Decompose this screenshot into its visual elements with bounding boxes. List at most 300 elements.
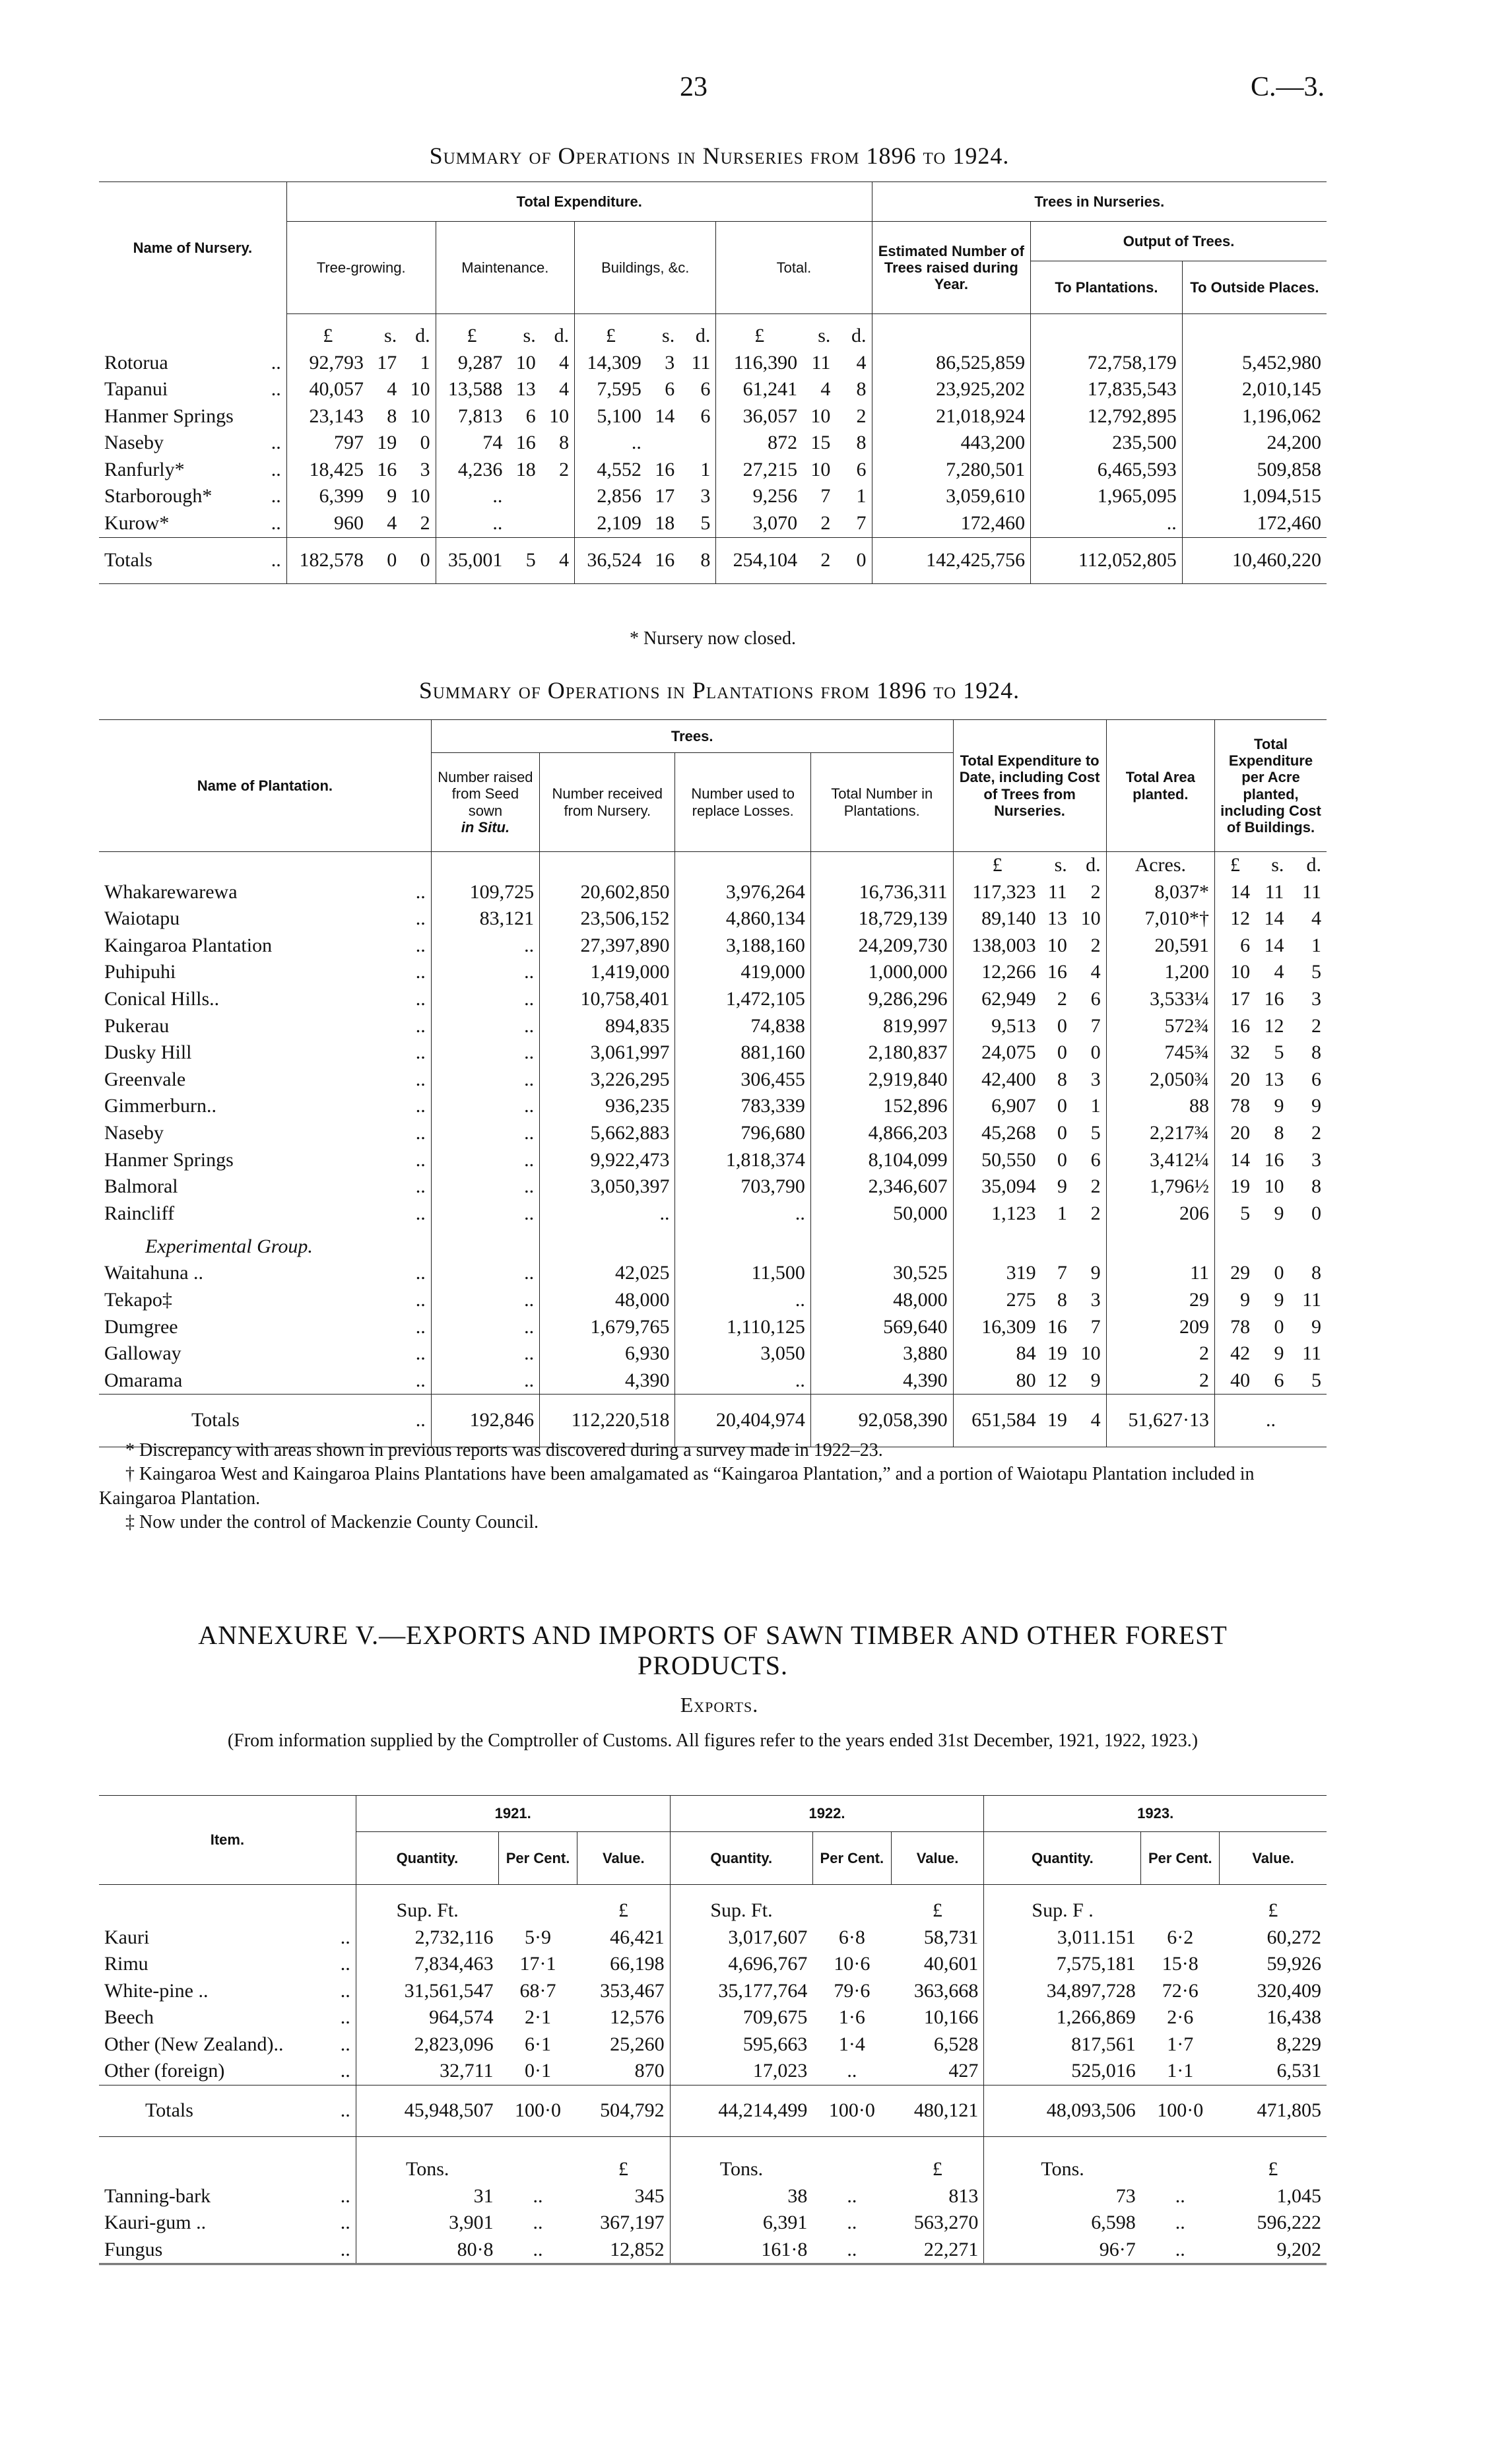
unit-label: Tons. xyxy=(356,2137,498,2183)
expenditure-pounds: 1,123 xyxy=(953,1200,1041,1228)
unit-label: £ xyxy=(932,1899,942,1921)
per-cent: .. xyxy=(847,2060,857,2082)
raised-from-seed: 109,725 xyxy=(431,879,539,906)
col-per-cent: Per Cent. xyxy=(812,1832,891,1885)
row-leader-dots: .. xyxy=(340,2006,350,2029)
value: 22,271 xyxy=(923,2238,979,2260)
row-leader-dots: .. xyxy=(271,485,281,508)
expenditure-pence: 5 xyxy=(1090,1121,1101,1144)
total-number: 8,104,099 xyxy=(810,1147,953,1174)
row-leader-dots: .. xyxy=(415,907,426,930)
used-to-replace: 20,404,974 xyxy=(675,1395,810,1447)
row-name xyxy=(99,403,286,430)
amount-shillings: 4 xyxy=(387,512,397,535)
to-outside: 10,460,220 xyxy=(1182,537,1327,583)
table-row xyxy=(99,986,1327,1013)
expenditure-pence: 2 xyxy=(1090,1175,1101,1198)
amount-pounds: 40,057 xyxy=(286,376,369,403)
doc-reference: C.—3. xyxy=(1251,72,1325,102)
plantations-title: Summary of Operations in Plantations from 1896 to 1924. xyxy=(418,677,1020,704)
total-number: 30,525 xyxy=(810,1260,953,1287)
value: 9,202 xyxy=(1276,2238,1321,2260)
table-row xyxy=(99,1951,1327,1978)
col-output-of-trees: Output of Trees. xyxy=(1031,222,1327,261)
amount-shillings: 10 xyxy=(810,458,831,480)
quantity: 817,561 xyxy=(984,2031,1141,2058)
received-from-nursery: 42,025 xyxy=(540,1260,675,1287)
per-acre-pounds: 14 xyxy=(1214,879,1255,906)
received-from-nursery: 5,662,883 xyxy=(540,1120,675,1147)
row-name xyxy=(99,1978,356,2005)
received-from-nursery: 894,835 xyxy=(540,1013,675,1040)
per-acre-pounds: 20 xyxy=(1214,1120,1255,1147)
row-leader-dots: .. xyxy=(271,512,281,535)
table-row xyxy=(99,1287,1327,1314)
amount-pounds: 116,390 xyxy=(716,350,803,377)
per-acre-shillings: 16 xyxy=(1264,1148,1284,1171)
footnote-discrepancy: * Discrepancy with areas shown in previous reports was discovered during a survey made in 1922–23. xyxy=(125,1440,883,1461)
table-row xyxy=(99,959,1327,986)
amount-shillings: 16 xyxy=(515,432,536,454)
quantity: 709,675 xyxy=(670,2004,812,2031)
raised-from-seed: .. xyxy=(431,1013,539,1040)
quantity: 2,823,096 xyxy=(356,2031,498,2058)
amount-pounds: 36,524 xyxy=(575,537,647,583)
expenditure-pounds: 117,323 xyxy=(953,879,1041,906)
amount-shillings: 18 xyxy=(655,512,675,535)
estimated-trees: 23,925,202 xyxy=(872,376,1031,403)
received-from-nursery: 27,397,890 xyxy=(540,933,675,960)
expenditure-pounds: 275 xyxy=(953,1287,1041,1314)
row-name xyxy=(99,1147,431,1174)
amount-pence: 0 xyxy=(420,432,430,454)
value: 16,438 xyxy=(1266,2006,1321,2029)
expenditure-pounds: 651,584 xyxy=(953,1395,1041,1447)
value: 563,270 xyxy=(913,2212,979,2234)
estimated-trees: 443,200 xyxy=(872,430,1031,457)
to-plantations: .. xyxy=(1031,510,1183,537)
col-tree-growing: Tree-growing. xyxy=(286,222,436,314)
row-leader-dots: .. xyxy=(415,1148,426,1171)
quantity: 31 xyxy=(356,2183,498,2210)
quantity: 595,663 xyxy=(670,2031,812,2058)
used-to-replace: 783,339 xyxy=(675,1093,810,1120)
table-row xyxy=(99,430,1327,457)
to-outside: 1,094,515 xyxy=(1182,483,1327,510)
raised-from-seed: .. xyxy=(431,1340,539,1367)
row-name-text: Totals xyxy=(104,548,152,571)
total-area: 3,412¼ xyxy=(1106,1147,1214,1174)
amount-shillings xyxy=(647,430,680,457)
value: 10,166 xyxy=(923,2006,979,2029)
row-name-text: Puhipuhi xyxy=(104,961,176,983)
table-row xyxy=(99,1885,1327,1924)
total-area: 745¾ xyxy=(1106,1039,1214,1067)
row-leader-dots: .. xyxy=(340,1979,350,2002)
row-name xyxy=(99,376,286,403)
col-estimated-trees: Estimated Number of Trees raised during Year. xyxy=(872,222,1031,314)
expenditure-pence: 0 xyxy=(1090,1041,1101,1064)
row-leader-dots: .. xyxy=(340,2212,350,2234)
row-leader-dots: .. xyxy=(340,1953,350,1975)
expenditure-pence: 2 xyxy=(1090,1202,1101,1224)
quantity: 80·8 xyxy=(356,2237,498,2264)
to-outside: 2,010,145 xyxy=(1182,376,1327,403)
value: 813 xyxy=(948,2184,979,2207)
estimated-trees: 21,018,924 xyxy=(872,403,1031,430)
col-value: Value. xyxy=(891,1832,984,1885)
row-name xyxy=(99,1093,431,1120)
per-acre-pence: 3 xyxy=(1311,1148,1321,1171)
per-acre-shillings: 12 xyxy=(1264,1014,1284,1037)
row-leader-dots: .. xyxy=(415,1342,426,1365)
col-per-cent: Per Cent. xyxy=(1141,1832,1220,1885)
table-row xyxy=(99,2210,1327,2237)
plantations-footnotes xyxy=(99,1439,1327,1535)
raised-from-seed: .. xyxy=(431,959,539,986)
received-from-nursery: 9,922,473 xyxy=(540,1147,675,1174)
row-name xyxy=(99,1951,356,1978)
total-area: 2,050¾ xyxy=(1106,1067,1214,1094)
amount-pence: 2 xyxy=(559,458,570,480)
amount-pounds: 18,425 xyxy=(286,457,369,484)
expenditure-pounds: 45,268 xyxy=(953,1120,1041,1147)
used-to-replace: 3,050 xyxy=(675,1340,810,1367)
raised-from-seed: .. xyxy=(431,933,539,960)
total-area: 29 xyxy=(1106,1287,1214,1314)
row-leader-dots: .. xyxy=(340,2033,350,2055)
row-name-text: Omarama xyxy=(104,1369,183,1391)
per-acre-pounds: 12 xyxy=(1214,905,1255,933)
used-to-replace: 3,976,264 xyxy=(675,879,810,906)
amount-shillings: 0 xyxy=(387,548,397,571)
year-1923: 1923. xyxy=(984,1796,1327,1832)
row-leader-dots: .. xyxy=(415,1175,426,1198)
quantity: 3,901 xyxy=(356,2210,498,2237)
amount-pence: 8 xyxy=(856,432,867,454)
used-to-replace: .. xyxy=(675,1200,810,1228)
nurseries-title: Summary of Operations in Nurseries from 1896 to 1924. xyxy=(429,143,1010,169)
col-value: Value. xyxy=(577,1832,671,1885)
unit-label: £ xyxy=(932,2157,942,2180)
footnote-kaingaroa: † Kaingaroa West and Kaingaroa Plains Plantations have been amalgamated as “Kaingaroa Plantation,” and a portion of Waiotapu Plantation included in Kaingaroa Plantation. xyxy=(99,1464,1255,1509)
col-to-plantations: To Plantations. xyxy=(1031,261,1183,314)
unit-label: £ xyxy=(618,2157,629,2180)
per-acre-pence: 1 xyxy=(1311,934,1321,956)
per-acre-pounds: 32 xyxy=(1214,1039,1255,1067)
amount-shillings: 8 xyxy=(387,405,397,427)
amount-pence: 2 xyxy=(856,405,867,427)
total-area: 1,796½ xyxy=(1106,1173,1214,1200)
expenditure-shillings: 0 xyxy=(1057,1041,1067,1064)
row-name-text: Rimu xyxy=(104,1953,148,1975)
per-cent: .. xyxy=(533,2184,543,2207)
col-total-expenditure: Total Expenditure to Date, including Cost of Trees from Nurseries. xyxy=(953,720,1106,852)
col-quantity: Quantity. xyxy=(984,1832,1141,1885)
amount-pence: 1 xyxy=(856,485,867,508)
amount-shillings: 2 xyxy=(820,548,831,571)
expenditure-shillings: 9 xyxy=(1057,1175,1067,1198)
col-item: Item. xyxy=(210,1831,245,1849)
nurseries-table xyxy=(99,181,1327,584)
value: 59,926 xyxy=(1266,1953,1321,1975)
table-row xyxy=(99,483,1327,510)
row-name-text: Other (New Zealand).. xyxy=(104,2033,284,2055)
used-to-replace: 1,472,105 xyxy=(675,986,810,1013)
exports-subtitle: Exports. xyxy=(680,1693,759,1717)
row-name-text: Pukerau xyxy=(104,1014,170,1037)
expenditure-pounds: 80 xyxy=(953,1367,1041,1395)
per-acre-pounds: 20 xyxy=(1214,1067,1255,1094)
per-acre-pence: 11 xyxy=(1302,1342,1321,1365)
raised-from-seed: 83,121 xyxy=(431,905,539,933)
used-to-replace: 881,160 xyxy=(675,1039,810,1067)
table-row xyxy=(99,2237,1327,2264)
per-cent: 1·4 xyxy=(838,2033,865,2055)
unit-pound: £ xyxy=(716,314,803,350)
amount-pence: 8 xyxy=(559,432,570,454)
col-maintenance: Maintenance. xyxy=(436,222,574,314)
per-cent: 100·0 xyxy=(515,2099,562,2122)
amount-pounds: 9,287 xyxy=(436,350,508,377)
col-plantation-name: Name of Plantation. xyxy=(197,777,333,794)
table-row xyxy=(99,350,1327,377)
row-leader-dots: .. xyxy=(340,2060,350,2082)
unit-d: d. xyxy=(851,324,867,346)
raised-from-seed: 192,846 xyxy=(431,1395,539,1447)
amount-shillings: 9 xyxy=(387,485,397,508)
col-raised-from-seed xyxy=(431,753,539,852)
used-to-replace: .. xyxy=(675,1287,810,1314)
amount-pence: 4 xyxy=(559,548,570,571)
col-total-area: Total Area planted. xyxy=(1106,720,1214,852)
used-to-replace: 1,110,125 xyxy=(675,1314,810,1341)
row-leader-dots: .. xyxy=(415,1068,426,1090)
row-name-text: Totals xyxy=(191,1409,240,1431)
row-name-text: Hanmer Springs xyxy=(104,405,234,427)
expenditure-shillings: 11 xyxy=(1047,880,1067,903)
amount-pence: 10 xyxy=(410,485,430,508)
unit-s: s. xyxy=(523,324,536,346)
amount-pence: 6 xyxy=(856,458,867,480)
row-name-text: Balmoral xyxy=(104,1175,178,1198)
per-cent: 68·7 xyxy=(519,1979,556,2002)
per-cent: 10·6 xyxy=(834,1953,871,1975)
year-1922: 1922. xyxy=(670,1796,984,1832)
raised-from-seed: .. xyxy=(431,1260,539,1287)
unit-d: d. xyxy=(1086,854,1101,876)
expenditure-shillings: 2 xyxy=(1057,987,1067,1010)
amount-pence xyxy=(680,430,716,457)
amount-pounds: 4,236 xyxy=(436,457,508,484)
total-number: 18,729,139 xyxy=(810,905,953,933)
total-number: 92,058,390 xyxy=(810,1395,953,1447)
amount-pounds: 7,595 xyxy=(575,376,647,403)
per-cent: .. xyxy=(847,2184,857,2207)
amount-pounds: 7,813 xyxy=(436,403,508,430)
used-to-replace: 703,790 xyxy=(675,1173,810,1200)
row-name xyxy=(99,2085,356,2137)
per-acre-pence: 5 xyxy=(1311,961,1321,983)
quantity: 45,948,507 xyxy=(356,2085,498,2137)
amount-shillings xyxy=(508,483,541,510)
row-leader-dots: .. xyxy=(340,2238,350,2260)
col-buildings: Buildings, &c. xyxy=(575,222,716,314)
per-acre-pence: 4 xyxy=(1311,907,1321,930)
used-to-replace: 306,455 xyxy=(675,1067,810,1094)
row-name xyxy=(99,1340,431,1367)
expenditure-shillings: 0 xyxy=(1057,1148,1067,1171)
unit-acres: Acres. xyxy=(1106,852,1214,879)
expenditure-pounds: 84 xyxy=(953,1340,1041,1367)
value: 58,731 xyxy=(923,1926,979,1948)
exports-table xyxy=(99,1795,1327,2265)
row-name xyxy=(99,430,286,457)
per-cent: 17·1 xyxy=(519,1953,556,1975)
received-from-nursery: .. xyxy=(540,1200,675,1228)
amount-pounds: 797 xyxy=(286,430,369,457)
used-to-replace: 11,500 xyxy=(675,1260,810,1287)
total-area: 20,591 xyxy=(1106,933,1214,960)
per-cent: 100·0 xyxy=(828,2099,875,2122)
quantity: 32,711 xyxy=(356,2058,498,2085)
per-acre-shillings: 13 xyxy=(1264,1068,1284,1090)
per-acre-shillings: 9 xyxy=(1274,1202,1284,1224)
value: 66,198 xyxy=(610,1953,665,1975)
amount-pence: 8 xyxy=(856,378,867,401)
estimated-trees: 3,059,610 xyxy=(872,483,1031,510)
table-cell xyxy=(499,2137,577,2183)
row-leader-dots: .. xyxy=(271,458,281,480)
col-per-cent: Per Cent. xyxy=(499,1832,577,1885)
per-acre-pounds: 42 xyxy=(1214,1340,1255,1367)
value: 40,601 xyxy=(923,1953,979,1975)
per-acre-pence: 6 xyxy=(1311,1068,1321,1090)
expenditure-pence: 9 xyxy=(1090,1262,1101,1284)
total-area: 2 xyxy=(1106,1340,1214,1367)
row-name-text: Hanmer Springs xyxy=(104,1148,234,1171)
value: 870 xyxy=(634,2060,665,2082)
to-plantations: 12,792,895 xyxy=(1031,403,1183,430)
value: 12,852 xyxy=(610,2238,665,2260)
raised-from-seed: .. xyxy=(431,1093,539,1120)
year-1921: 1921. xyxy=(356,1796,670,1832)
amount-shillings xyxy=(508,510,541,537)
row-name-text: White-pine .. xyxy=(104,1979,209,2002)
row-leader-dots: .. xyxy=(271,548,281,571)
per-cent: 1·1 xyxy=(1167,2060,1194,2082)
expenditure-pounds: 42,400 xyxy=(953,1067,1041,1094)
row-leader-dots: .. xyxy=(415,934,426,956)
col-used-to-replace: Number used to replace Losses. xyxy=(675,753,810,852)
row-leader-dots: .. xyxy=(271,432,281,454)
amount-pence: 10 xyxy=(549,405,570,427)
table-row xyxy=(99,1093,1327,1120)
raised-from-seed: .. xyxy=(431,1314,539,1341)
amount-shillings: 17 xyxy=(377,351,397,374)
quantity: 38 xyxy=(670,2183,812,2210)
table-row xyxy=(99,1924,1327,1952)
unit-pound: £ xyxy=(575,314,647,350)
table-row xyxy=(99,1120,1327,1147)
per-cent: 2·1 xyxy=(525,2006,552,2029)
col-expenditure-per-acre: Total Expenditure per Acre planted, including Cost of Buildings. xyxy=(1214,720,1327,852)
row-name xyxy=(99,959,431,986)
per-acre-pence: 2 xyxy=(1311,1121,1321,1144)
amount-shillings: 10 xyxy=(810,405,831,427)
value: 320,409 xyxy=(1257,1979,1321,2002)
per-acre-pounds: 14 xyxy=(1214,1147,1255,1174)
value: 363,668 xyxy=(913,1979,979,2002)
exports-source: (From information supplied by the Comptroller of Customs. All figures refer to the years ended 31st December, 1921, 1922, 1923.) xyxy=(227,1730,1199,1751)
table-row xyxy=(99,1978,1327,2005)
expenditure-pence: 2 xyxy=(1090,934,1101,956)
total-area: 3,533¼ xyxy=(1106,986,1214,1013)
received-from-nursery: 3,226,295 xyxy=(540,1067,675,1094)
unit-s: s. xyxy=(1271,854,1284,876)
estimated-trees: 86,525,859 xyxy=(872,350,1031,377)
amount-pounds: .. xyxy=(575,430,647,457)
amount-pence: 0 xyxy=(856,548,867,571)
to-plantations: 72,758,179 xyxy=(1031,350,1183,377)
unit-label: Sup. Ft. xyxy=(356,1885,498,1924)
per-acre-shillings: 6 xyxy=(1274,1369,1284,1391)
page-number: 23 xyxy=(680,72,707,102)
row-name xyxy=(99,2210,356,2237)
estimated-trees: 142,425,756 xyxy=(872,537,1031,583)
table-cell xyxy=(812,1885,891,1924)
amount-pounds: 960 xyxy=(286,510,369,537)
amount-shillings: 7 xyxy=(820,485,831,508)
amount-pence: 4 xyxy=(559,378,570,401)
quantity: 6,598 xyxy=(984,2210,1141,2237)
total-number: 819,997 xyxy=(810,1013,953,1040)
total-area: 8,037* xyxy=(1106,879,1214,906)
per-cent: .. xyxy=(1175,2238,1185,2260)
per-cent: 79·6 xyxy=(834,1979,871,2002)
amount-pounds: 6,399 xyxy=(286,483,369,510)
total-number: 48,000 xyxy=(810,1287,953,1314)
row-name xyxy=(99,1367,431,1395)
value: 504,792 xyxy=(600,2099,665,2122)
row-name xyxy=(99,1287,431,1314)
expenditure-pounds: 9,513 xyxy=(953,1013,1041,1040)
amount-pounds: 182,578 xyxy=(286,537,369,583)
expenditure-pence: 10 xyxy=(1080,1342,1101,1365)
expenditure-pounds: 24,075 xyxy=(953,1039,1041,1067)
unit-s: s. xyxy=(662,324,675,346)
used-to-replace: .. xyxy=(675,1367,810,1395)
amount-pence: 7 xyxy=(856,512,867,535)
amount-pounds: .. xyxy=(436,510,508,537)
amount-pounds: 23,143 xyxy=(286,403,369,430)
row-name-text: Tanning-bark xyxy=(104,2184,211,2207)
row-name xyxy=(99,2237,356,2264)
amount-shillings: 13 xyxy=(515,378,536,401)
received-from-nursery: 4,390 xyxy=(540,1367,675,1395)
row-leader-dots: .. xyxy=(415,1121,426,1144)
amount-pounds: 9,256 xyxy=(716,483,803,510)
row-name xyxy=(99,457,286,484)
received-from-nursery: 10,758,401 xyxy=(540,986,675,1013)
expenditure-pounds: 62,949 xyxy=(953,986,1041,1013)
col-total: Total. xyxy=(716,222,872,314)
raised-from-seed: .. xyxy=(431,1039,539,1067)
per-acre-shillings: 5 xyxy=(1274,1041,1284,1064)
amount-shillings: 16 xyxy=(655,548,675,571)
amount-pounds: 4,552 xyxy=(575,457,647,484)
per-cent: .. xyxy=(1175,2184,1185,2207)
